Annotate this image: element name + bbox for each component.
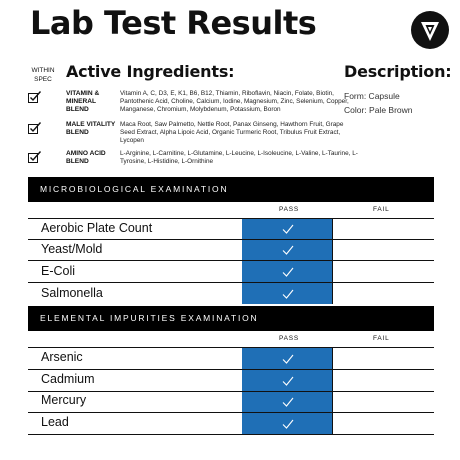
row-divider xyxy=(28,412,434,413)
ingredient-name: VITAMIN & MINERAL BLEND xyxy=(66,90,100,113)
pass-cell xyxy=(242,261,332,282)
pass-column-header: PASS xyxy=(279,335,300,342)
description-heading: Description: xyxy=(344,62,452,81)
checkbox-check-icon xyxy=(28,90,42,104)
row-divider xyxy=(28,347,434,348)
row-divider xyxy=(28,282,434,283)
check-icon xyxy=(281,243,295,257)
check-icon xyxy=(281,222,295,236)
fail-column-divider xyxy=(332,348,333,434)
test-name: Aerobic Plate Count xyxy=(41,221,153,235)
check-icon xyxy=(281,395,295,409)
check-icon xyxy=(281,265,295,279)
row-divider xyxy=(28,434,434,435)
page-title: Lab Test Results xyxy=(30,4,317,42)
check-icon xyxy=(281,287,295,301)
pass-cell xyxy=(242,283,332,304)
test-name: Arsenic xyxy=(41,350,83,364)
within-spec-label: WITHIN SPEC xyxy=(31,67,55,83)
check-icon xyxy=(281,417,295,431)
ingredient-name: MALE VITALITY BLEND xyxy=(66,121,116,136)
test-name: Yeast/Mold xyxy=(41,242,103,256)
ingredients-heading: Active Ingredients: xyxy=(66,62,235,81)
pass-cell xyxy=(242,370,332,391)
section-header-microbiological: MICROBIOLOGICAL EXAMINATION xyxy=(28,177,434,202)
description-form: Form: Capsule xyxy=(344,91,400,101)
row-divider xyxy=(28,218,434,219)
check-icon xyxy=(281,374,295,388)
pass-column-header: PASS xyxy=(279,206,300,213)
row-divider xyxy=(28,391,434,392)
row-divider xyxy=(28,239,434,240)
fail-column-divider xyxy=(332,219,333,304)
checkbox-check-icon xyxy=(28,121,42,135)
test-name: E-Coli xyxy=(41,264,76,278)
row-divider xyxy=(28,369,434,370)
ingredient-list: Vitamin A, C, D3, E, K1, B6, B12, Thiamin, Riboflavin, Niacin, Folate, Biotin, Pantothenic Acid, Choline, Calcium, Iodine, Magnesium, Zinc, Selenium, Copper, Manganese, Chromium, Molybdenum, Potassium, Boron xyxy=(120,90,349,113)
test-name: Salmonella xyxy=(41,286,103,300)
check-icon xyxy=(281,352,295,366)
description-color: Color: Pale Brown xyxy=(344,105,413,115)
fail-column-header: FAIL xyxy=(373,206,390,213)
checkbox-check-icon xyxy=(28,150,42,164)
ingredient-list: Maca Root, Saw Palmetto, Nettle Root, Panax Ginseng, Hawthorn Fruit, Grape Seed Extract, Alpha Lipoic Acid, Organic Turmeric Root, Tribulus Fruit Extract, Lycopen xyxy=(120,121,344,144)
ingredient-list: L-Arginine, L-Carnitine, L-Glutamine, L-Leucine, L-Isoleucine, L-Valine, L-Taurine, L-Tyrosine, L-Histidine, L-Ornithine xyxy=(120,150,358,165)
section-header-elemental: ELEMENTAL IMPURITIES EXAMINATION xyxy=(28,306,434,331)
ingredient-name: AMINO ACID BLEND xyxy=(66,150,106,165)
pass-cell xyxy=(242,348,332,369)
pass-cell xyxy=(242,219,332,239)
fail-column-header: FAIL xyxy=(373,335,390,342)
pass-cell xyxy=(242,240,332,260)
test-name: Lead xyxy=(41,415,69,429)
brand-logo-icon xyxy=(411,11,449,49)
pass-cell xyxy=(242,413,332,434)
test-name: Mercury xyxy=(41,393,87,407)
pass-cell xyxy=(242,392,332,412)
row-divider xyxy=(28,260,434,261)
test-name: Cadmium xyxy=(41,372,95,386)
